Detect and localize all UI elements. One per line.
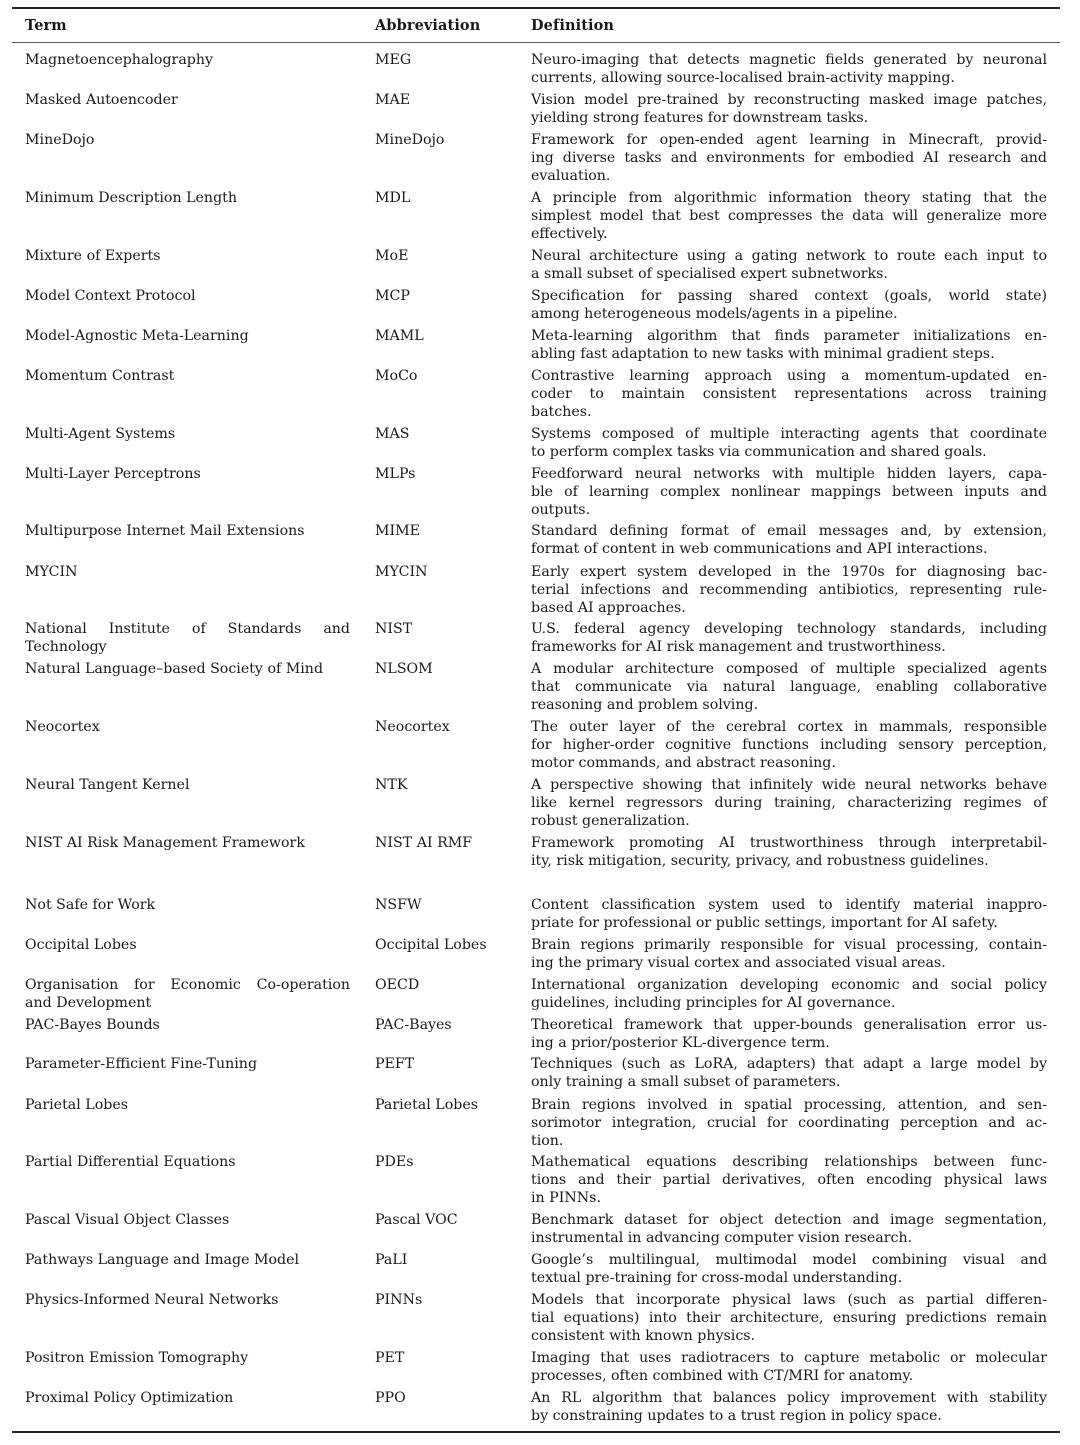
term-cell: Momentum Contrast [25, 368, 175, 384]
abbreviation-cell: NIST [375, 621, 413, 637]
definition-cell: Early expert system developed in the 1970s for diagnosing bac- terial infections and recommending antibiotics, representing rule- based AI approaches. [531, 564, 1047, 616]
term-cell: Physics-Informed Neural Networks [25, 1292, 279, 1308]
abbreviation-cell: MAS [375, 426, 410, 442]
abbreviation-cell: Occipital Lobes [375, 937, 487, 953]
term-cell: Masked Autoencoder [25, 92, 178, 108]
definition-cell: Systems composed of multiple interacting agents that coordinate to perform complex tasks via communication and shared goals. [531, 426, 1047, 460]
term-cell: MYCIN [25, 564, 78, 580]
abbreviation-cell: NLSOM [375, 661, 433, 677]
term-cell: PAC-Bayes Bounds [25, 1017, 160, 1033]
definition-cell: A perspective showing that infinitely wide neural networks behave like kernel regressors during training, characterizing regimes of robust generalization. [531, 777, 1047, 829]
term-cell: Organisation for Economic Co-operation and Development [25, 977, 350, 1011]
abbreviation-cell: Neocortex [375, 719, 450, 735]
abbreviation-cell: Pascal VOC [375, 1212, 458, 1228]
term-cell: Not Safe for Work [25, 897, 156, 913]
definition-cell: Google’s multilingual, multimodal model combining visual and textual pre-training for cross-modal understanding. [531, 1252, 1047, 1286]
header-definition: Definition [531, 17, 615, 34]
definition-cell: International organization developing economic and social policy guidelines, including principles for AI governance. [531, 977, 1047, 1011]
definition-cell: Theoretical framework that upper-bounds generalisation error us- ing a prior/posterior KL-divergence term. [531, 1017, 1047, 1051]
abbreviation-cell: MCP [375, 288, 410, 304]
abbreviation-cell: PEFT [375, 1056, 415, 1072]
term-cell: Multi-Layer Perceptrons [25, 466, 201, 482]
abbreviation-cell: PPO [375, 1390, 406, 1406]
abbreviation-cell: MLPs [375, 466, 416, 482]
term-cell: Magnetoencephalography [25, 52, 214, 68]
term-cell: NIST AI Risk Management Framework [25, 835, 305, 851]
definition-cell: Mathematical equations describing relationships between func- tions and their partial derivatives, often encoding physical laws in PINNs. [531, 1154, 1047, 1206]
abbreviation-cell: PaLI [375, 1252, 408, 1268]
definition-cell: A modular architecture composed of multiple specialized agents that communicate via natural language, enabling collaborative reasoning and problem solving. [531, 661, 1047, 713]
definition-cell: Framework for open-ended agent learning in Minecraft, provid- ing diverse tasks and environments for embodied AI research and evaluation. [531, 132, 1047, 184]
definition-cell: The outer layer of the cerebral cortex in mammals, responsible for higher-order cognitive functions including sensory perception, motor commands, and abstract reasoning. [531, 719, 1047, 771]
term-cell: Proximal Policy Optimization [25, 1390, 234, 1406]
term-cell: Parietal Lobes [25, 1097, 129, 1113]
term-cell: Model-Agnostic Meta-Learning [25, 328, 249, 344]
term-cell: Model Context Protocol [25, 288, 196, 304]
term-cell: Partial Differential Equations [25, 1154, 236, 1170]
definition-cell: Brain regions primarily responsible for visual processing, contain- ing the primary visual cortex and associated visual areas. [531, 937, 1047, 971]
abbreviation-cell: MAML [375, 328, 424, 344]
abbreviation-cell: PAC-Bayes [375, 1017, 452, 1033]
abbreviation-cell: MDL [375, 190, 411, 206]
definition-cell: Meta-learning algorithm that finds parameter initializations en- abling fast adaptation to new tasks with minimal gradient steps. [531, 328, 1047, 362]
definition-cell: Contrastive learning approach using a momentum-updated en- coder to maintain consistent representations across training batches. [531, 368, 1047, 420]
definition-cell: Specification for passing shared context (goals, world state) among heterogeneous models/agents in a pipeline. [531, 288, 1047, 322]
definition-cell: Brain regions involved in spatial processing, attention, and sen- sorimotor integration, crucial for coordinating perception and ac- tion. [531, 1097, 1047, 1149]
abbreviation-cell: MYCIN [375, 564, 428, 580]
term-cell: Natural Language–based Society of Mind [25, 661, 324, 677]
abbreviation-cell: MIME [375, 523, 421, 539]
abbreviation-cell: MoCo [375, 368, 418, 384]
definition-cell: Framework promoting AI trustworthiness through interpretabil- ity, risk mitigation, security, privacy, and robustness guidelines. [531, 835, 1047, 869]
definition-cell: A principle from algorithmic information theory stating that the simplest model that best compresses the data will generalize more effectively. [531, 190, 1047, 242]
definition-cell: U.S. federal agency developing technology standards, including frameworks for AI risk management and trustworthiness. [531, 621, 1047, 655]
definition-cell: Feedforward neural networks with multiple hidden layers, capa- ble of learning complex nonlinear mappings between inputs and outputs. [531, 466, 1047, 518]
definition-cell: Models that incorporate physical laws (such as partial differen- tial equations) into their architecture, ensuring predictions remain consistent with known physics. [531, 1292, 1047, 1344]
term-cell: Multipurpose Internet Mail Extensions [25, 523, 305, 539]
definition-cell: Standard defining format of email messages and, by extension, format of content in web communications and API interactions. [531, 523, 1047, 557]
abbreviation-cell: NTK [375, 777, 408, 793]
abbreviation-cell: MoE [375, 248, 409, 264]
definition-cell: Neuro-imaging that detects magnetic fields generated by neuronal currents, allowing source-localised brain-activity mapping. [531, 52, 1047, 86]
abbreviation-cell: PET [375, 1350, 405, 1366]
table-header-rule [12, 42, 1060, 43]
term-cell: Neocortex [25, 719, 100, 735]
term-cell: Pascal Visual Object Classes [25, 1212, 230, 1228]
definition-cell: Benchmark dataset for object detection and image segmentation, instrumental in advancing computer vision research. [531, 1212, 1047, 1246]
definition-cell: An RL algorithm that balances policy improvement with stability by constraining updates to a trust region in policy space. [531, 1390, 1047, 1424]
term-cell: Positron Emission Tomography [25, 1350, 249, 1366]
term-cell: MineDojo [25, 132, 95, 148]
abbreviation-cell: MAE [375, 92, 411, 108]
term-cell: Multi-Agent Systems [25, 426, 176, 442]
definition-cell: Techniques (such as LoRA, adapters) that adapt a large model by only training a small subset of parameters. [531, 1056, 1047, 1090]
term-cell: Occipital Lobes [25, 937, 137, 953]
definition-cell: Neural architecture using a gating network to route each input to a small subset of specialised expert subnetworks. [531, 248, 1047, 282]
term-cell: Neural Tangent Kernel [25, 777, 190, 793]
abbreviation-cell: NIST AI RMF [375, 835, 473, 851]
abbreviation-cell: OECD [375, 977, 420, 993]
abbreviation-cell: MEG [375, 52, 412, 68]
term-cell: Parameter-Efficient Fine-Tuning [25, 1056, 258, 1072]
term-cell: Pathways Language and Image Model [25, 1252, 300, 1268]
term-cell: Minimum Description Length [25, 190, 237, 206]
term-cell: National Institute of Standards and Technology [25, 621, 350, 655]
term-cell: Mixture of Experts [25, 248, 161, 264]
abbreviation-cell: PDEs [375, 1154, 414, 1170]
definition-cell: Content classification system used to identify material inappro- priate for professional or public settings, important for AI safety. [531, 897, 1047, 931]
table-top-rule [12, 7, 1060, 9]
header-abbreviation: Abbreviation [375, 17, 481, 34]
abbreviation-cell: Parietal Lobes [375, 1097, 479, 1113]
abbreviation-cell: NSFW [375, 897, 422, 913]
definition-cell: Vision model pre-trained by reconstructing masked image patches, yielding strong features for downstream tasks. [531, 92, 1047, 126]
header-term: Term [25, 17, 67, 34]
table-bottom-rule [12, 1431, 1060, 1433]
definition-cell: Imaging that uses radiotracers to capture metabolic or molecular processes, often combined with CT/MRI for anatomy. [531, 1350, 1047, 1384]
abbreviation-cell: MineDojo [375, 132, 445, 148]
abbreviation-cell: PINNs [375, 1292, 423, 1308]
